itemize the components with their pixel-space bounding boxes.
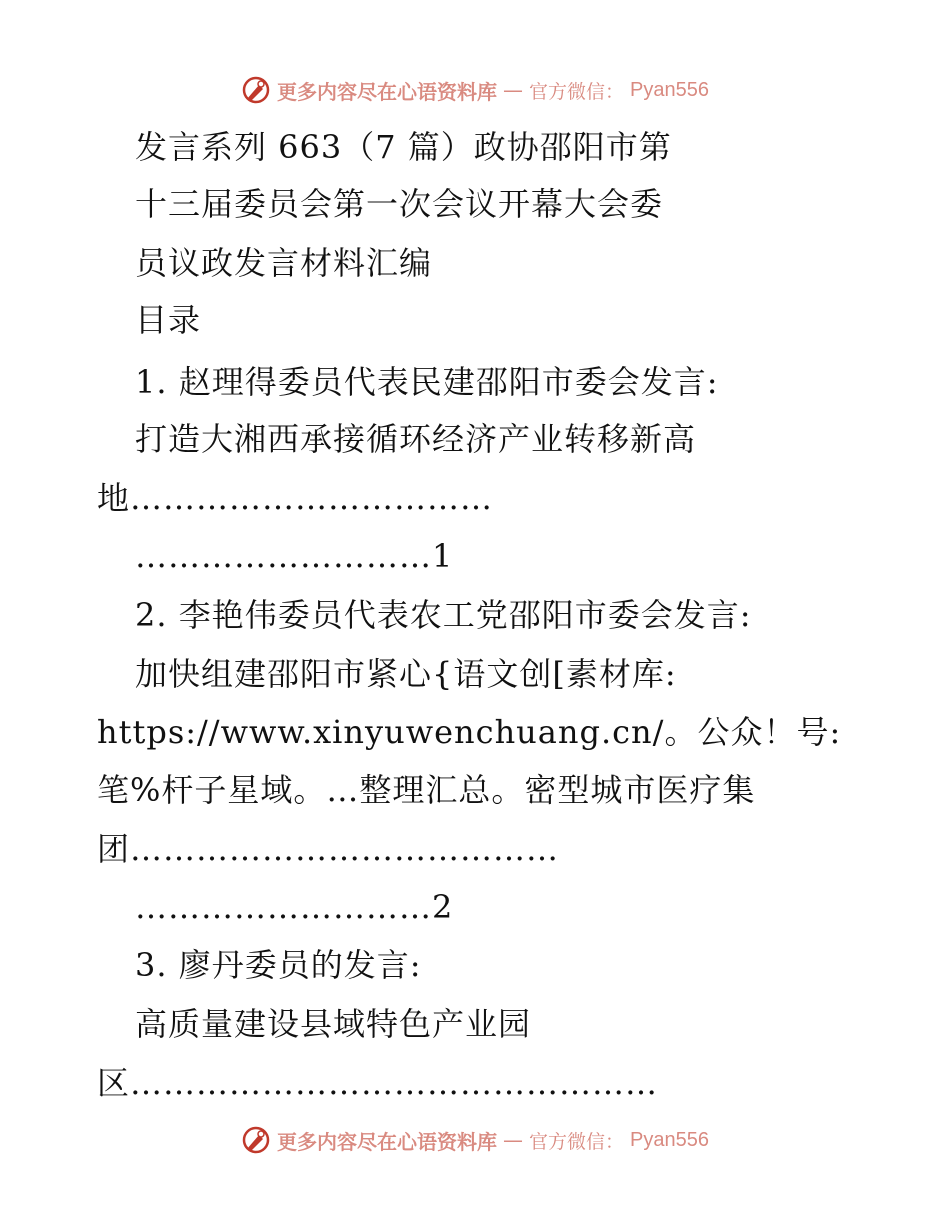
toc-entry-2-page: ………………………2	[135, 888, 454, 926]
toc-entry-2-wrap: 团…………………………………	[97, 830, 560, 868]
banner-wechat-label: 官方微信：	[529, 80, 625, 103]
toc-entry-3-title: 高质量建设县域特色产业园	[135, 1005, 532, 1043]
pen-nib-logo-icon	[241, 1125, 271, 1155]
toc-entry-2-title: 加快组建邵阳市紧心{语文创[素材库:	[135, 655, 677, 693]
toc-entry-3-heading: 3. 廖丹委员的发言:	[135, 946, 422, 984]
banner-wechat-id: Pyan556	[630, 78, 709, 101]
banner-slogan: 更多内容尽在心语资料库	[277, 1129, 497, 1154]
footer-banner	[0, 1120, 950, 1160]
toc-entry-2-url: https://www.xinyuwenchuang.cn/。公众！号:	[97, 713, 842, 751]
banner-wechat-label: 官方微信：	[529, 1130, 625, 1153]
header-banner	[0, 70, 950, 110]
toc-entry-2-note: 笔%杆子星域。…整理汇总。密型城市医疗集	[97, 771, 756, 809]
doc-title-line-2: 十三届委员会第一次会议开幕大会委	[135, 185, 664, 223]
doc-title-line-1: 发言系列 663（7 篇）政协邵阳市第	[135, 128, 672, 166]
banner-wechat-id: Pyan556	[630, 1128, 709, 1151]
toc-entry-1-wrap: 地……………………………	[97, 479, 494, 517]
toc-entry-1-heading: 1. 赵理得委员代表民建邵阳市委会发言:	[135, 363, 719, 401]
banner-separator: —	[503, 78, 523, 102]
banner-slogan: 更多内容尽在心语资料库	[277, 79, 497, 104]
doc-title-line-3: 员议政发言材料汇编	[135, 244, 433, 282]
toc-entry-3-wrap: 区…………………………………………	[97, 1064, 659, 1102]
banner-separator: —	[503, 1128, 523, 1152]
toc-entry-2-heading: 2. 李艳伟委员代表农工党邵阳市委会发言:	[135, 596, 752, 634]
toc-entry-1-page: ………………………1	[135, 537, 454, 575]
pen-nib-logo-icon	[241, 75, 271, 105]
toc-entry-1-title: 打造大湘西承接循环经济产业转移新高	[135, 420, 697, 458]
toc-heading: 目录	[135, 301, 202, 339]
